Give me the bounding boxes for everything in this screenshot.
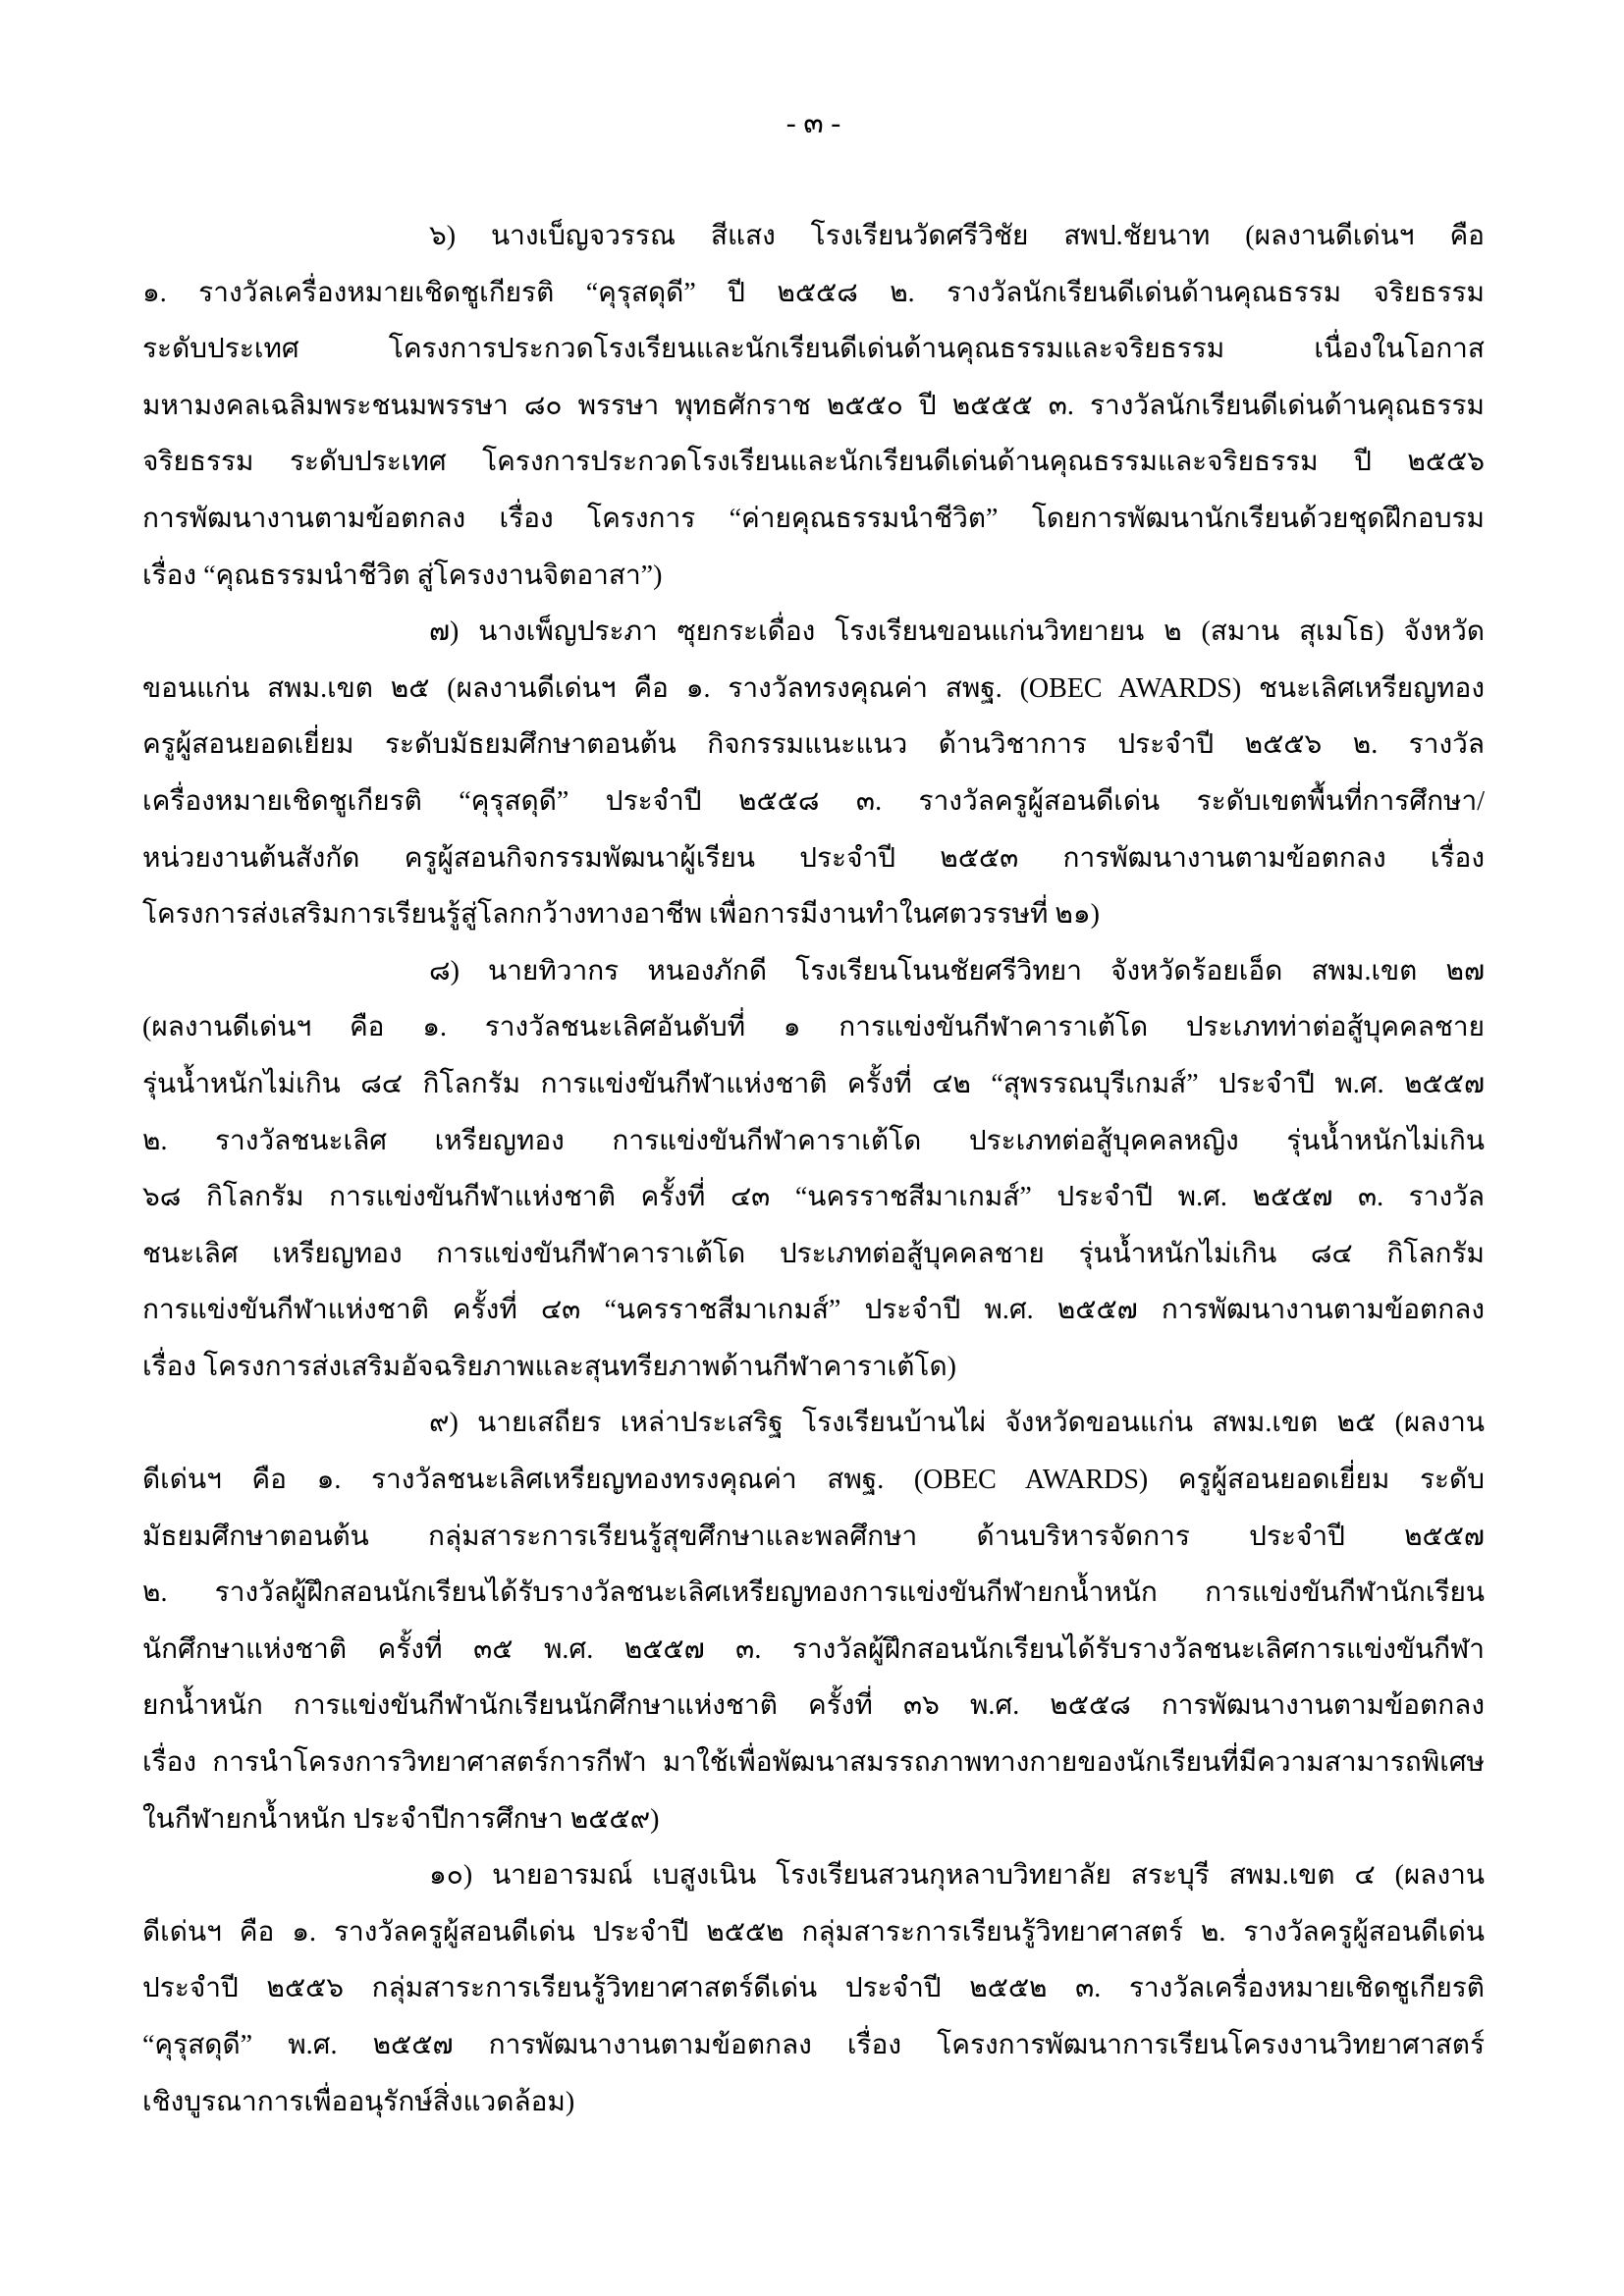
text-line: เรื่อง “คุณธรรมนำชีวิต สู่โครงงานจิตอาสา”) [142,560,663,591]
text-line: ระดับประเทศ โครงการประกวดโรงเรียนและนักเรียนดีเด่นด้านคุณธรรมและจริยธรรม เนื่องในโอกาส [142,334,1485,365]
paragraph-item-10 [142,1847,1485,2130]
text-line: (ผลงานดีเด่นฯ คือ ๑. รางวัลชนะเลิศอันดับที่ ๑ การแข่งขันกีฬาคาราเต้โด ประเภทท่าต่อสู้บุคคลชาย [142,1012,1485,1043]
text-line: มหามงคลเฉลิมพระชนมพรรษา ๘๐ พรรษา พุทธศักราช ๒๕๕๐ ปี ๒๕๕๕ ๓. รางวัลนักเรียนดีเด่นด้านคุณธรรม [142,390,1485,421]
text-line: เรื่อง โครงการส่งเสริมอัจฉริยภาพและสุนทรียภาพด้านกีฬาคาราเต้โด) [142,1351,956,1382]
text-line: ๑๐) นายอารมณ์ เบสูงเนิน โรงเรียนสวนกุหลาบวิทยาลัย สระบุรี สพม.เขต ๔ (ผลงาน [429,1860,1485,1892]
text-line: ชนะเลิศ เหรียญทอง การแข่งขันกีฬาคาราเต้โด ประเภทต่อสู้บุคคลชาย รุ่นน้ำหนักไม่เกิน ๘๔ กิโลกรัม [142,1238,1485,1269]
text-line: “คุรุสดุดี” พ.ศ. ๒๕๕๗ การพัฒนางานตามข้อตกลง เรื่อง โครงการพัฒนาการเรียนโครงงานวิทยาศาสตร์ [142,2030,1485,2060]
text-line: ๖๘ กิโลกรัม การแข่งขันกีฬาแห่งชาติ ครั้งที่ ๔๓ “นครราชสีมาเกมส์” ประจำปี พ.ศ. ๒๕๕๗ ๓. รางวัล [142,1182,1485,1213]
text-line: ๘) นายทิวากร หนองภักดี โรงเรียนโนนชัยศรีวิทยา จังหวัดร้อยเอ็ด สพม.เขต ๒๗ [429,955,1485,987]
text-line: การแข่งขันกีฬาแห่งชาติ ครั้งที่ ๔๓ “นครราชสีมาเกมส์” ประจำปี พ.ศ. ๒๕๕๗ การพัฒนางานตามข้อตกลง [142,1295,1485,1326]
text-line: ประจำปี ๒๕๕๖ กลุ่มสาระการเรียนรู้วิทยาศาสตร์ดีเด่น ประจำปี ๒๕๕๒ ๓. รางวัลเครื่องหมายเชิดชูเกียรติ [142,1973,1485,2004]
text-line: ครูผู้สอนยอดเยี่ยม ระดับมัธยมศึกษาตอนต้น กิจกรรมแนะแนว ด้านวิชาการ ประจำปี ๒๕๕๖ ๒. รางวัล [142,729,1485,761]
text-line: เรื่อง การนำโครงการวิทยาศาสตร์การกีฬา มาใช้เพื่อพัฒนาสมรรถภาพทางกายของนักเรียนที่มีความสามารถพิเศษ [142,1747,1485,1779]
text-line: ๒. รางวัลผู้ฝึกสอนนักเรียนได้รับรางวัลชนะเลิศเหรียญทองการแข่งขันกีฬายกน้ำหนัก การแข่งขันกีฬานักเรียน [142,1577,1485,1609]
text-line: มัธยมศึกษาตอนต้น กลุ่มสาระการเรียนรู้สุขศึกษาและพลศึกษา ด้านบริหารจัดการ ประจำปี ๒๕๕๗ [142,1521,1485,1552]
text-line: เชิงบูรณาการเพื่ออนุรักษ์สิ่งแวดล้อม) [142,2086,575,2117]
text-line: โครงการส่งเสริมการเรียนรู้สู่โลกกว้างทางอาชีพ เพื่อการมีงานทำในศตวรรษที่ ๒๑) [142,899,1100,931]
text-line: ดีเด่นฯ คือ ๑. รางวัลชนะเลิศเหรียญทองทรงคุณค่า สพฐ. (OBEC AWARDS) ครูผู้สอนยอดเยี่ยม ระดับ [142,1465,1485,1496]
text-line: ๙) นายเสถียร เหล่าประเสริฐ โรงเรียนบ้านไผ่ จังหวัดขอนแก่น สพม.เขต ๒๕ (ผลงาน [429,1408,1485,1439]
document-body [142,208,1485,2130]
text-line: ขอนแก่น สพม.เขต ๒๕ (ผลงานดีเด่นฯ คือ ๑. รางวัลทรงคุณค่า สพฐ. (OBEC AWARDS) ชนะเลิศเหรียญทอง [142,672,1485,704]
text-line: ในกีฬายกน้ำหนัก ประจำปีการศึกษา ๒๕๕๙) [142,1803,660,1835]
text-line: ๒. รางวัลชนะเลิศ เหรียญทอง การแข่งขันกีฬาคาราเต้โด ประเภทต่อสู้บุคคลหญิง รุ่นน้ำหนักไม่เกิน [142,1125,1485,1156]
text-line: นักศึกษาแห่งชาติ ครั้งที่ ๓๕ พ.ศ. ๒๕๕๗ ๓. รางวัลผู้ฝึกสอนนักเรียนได้รับรางวัลชนะเลิศการแข่งขันกีฬา [142,1633,1485,1665]
paragraph-item-9 [142,1395,1485,1847]
text-line: ๑. รางวัลเครื่องหมายเชิดชูเกียรติ “คุรุสดุดี” ปี ๒๕๕๘ ๒. รางวัลนักเรียนดีเด่นด้านคุณธรรม จริยธรรม [142,277,1485,308]
text-line: หน่วยงานต้นสังกัด ครูผู้สอนกิจกรรมพัฒนาผู้เรียน ประจำปี ๒๕๕๓ การพัฒนางานตามข้อตกลง เรื่อง [142,842,1485,874]
text-line: ยกน้ำหนัก การแข่งขันกีฬานักเรียนนักศึกษาแห่งชาติ ครั้งที่ ๓๖ พ.ศ. ๒๕๕๘ การพัฒนางานตามข้อตกลง [142,1690,1485,1722]
paragraph-item-8 [142,943,1485,1396]
page-number: - ๓ - [785,107,841,139]
text-line: ดีเด่นฯ คือ ๑. รางวัลครูผู้สอนดีเด่น ประจำปี ๒๕๕๒ กลุ่มสาระการเรียนรู้วิทยาศาสตร์ ๒. รางวัลครูผู้สอนดีเด่น [142,1916,1485,1948]
text-line: การพัฒนางานตามข้อตกลง เรื่อง โครงการ “ค่ายคุณธรรมนำชีวิต” โดยการพัฒนานักเรียนด้วยชุดฝึกอบรม [142,503,1485,534]
text-line: รุ่นน้ำหนักไม่เกิน ๘๔ กิโลกรัม การแข่งขันกีฬาแห่งชาติ ครั้งที่ ๔๒ “สุพรรณบุรีเกมส์” ประจำปี พ.ศ. ๒๕๕๗ [142,1068,1485,1099]
text-line: ๖) นางเบ็ญจวรรณ สีแสง โรงเรียนวัดศรีวิชัย สพป.ชัยนาท (ผลงานดีเด่นฯ คือ [429,221,1485,251]
text-line: ๗) นางเพ็ญประภา ซุยกระเดื่อง โรงเรียนขอนแก่นวิทยายน ๒ (สมาน สุเมโธ) จังหวัด [429,616,1485,648]
text-line: จริยธรรม ระดับประเทศ โครงการประกวดโรงเรียนและนักเรียนดีเด่นด้านคุณธรรมและจริยธรรม ปี ๒๕๕๖ [142,447,1485,478]
paragraph-item-6 [142,208,1485,604]
paragraph-item-7 [142,604,1485,943]
text-line: เครื่องหมายเชิดชูเกียรติ “คุรุสดุดี” ประจำปี ๒๕๕๘ ๓. รางวัลครูผู้สอนดีเด่น ระดับเขตพื้นที่การศึกษา/ [142,785,1485,817]
